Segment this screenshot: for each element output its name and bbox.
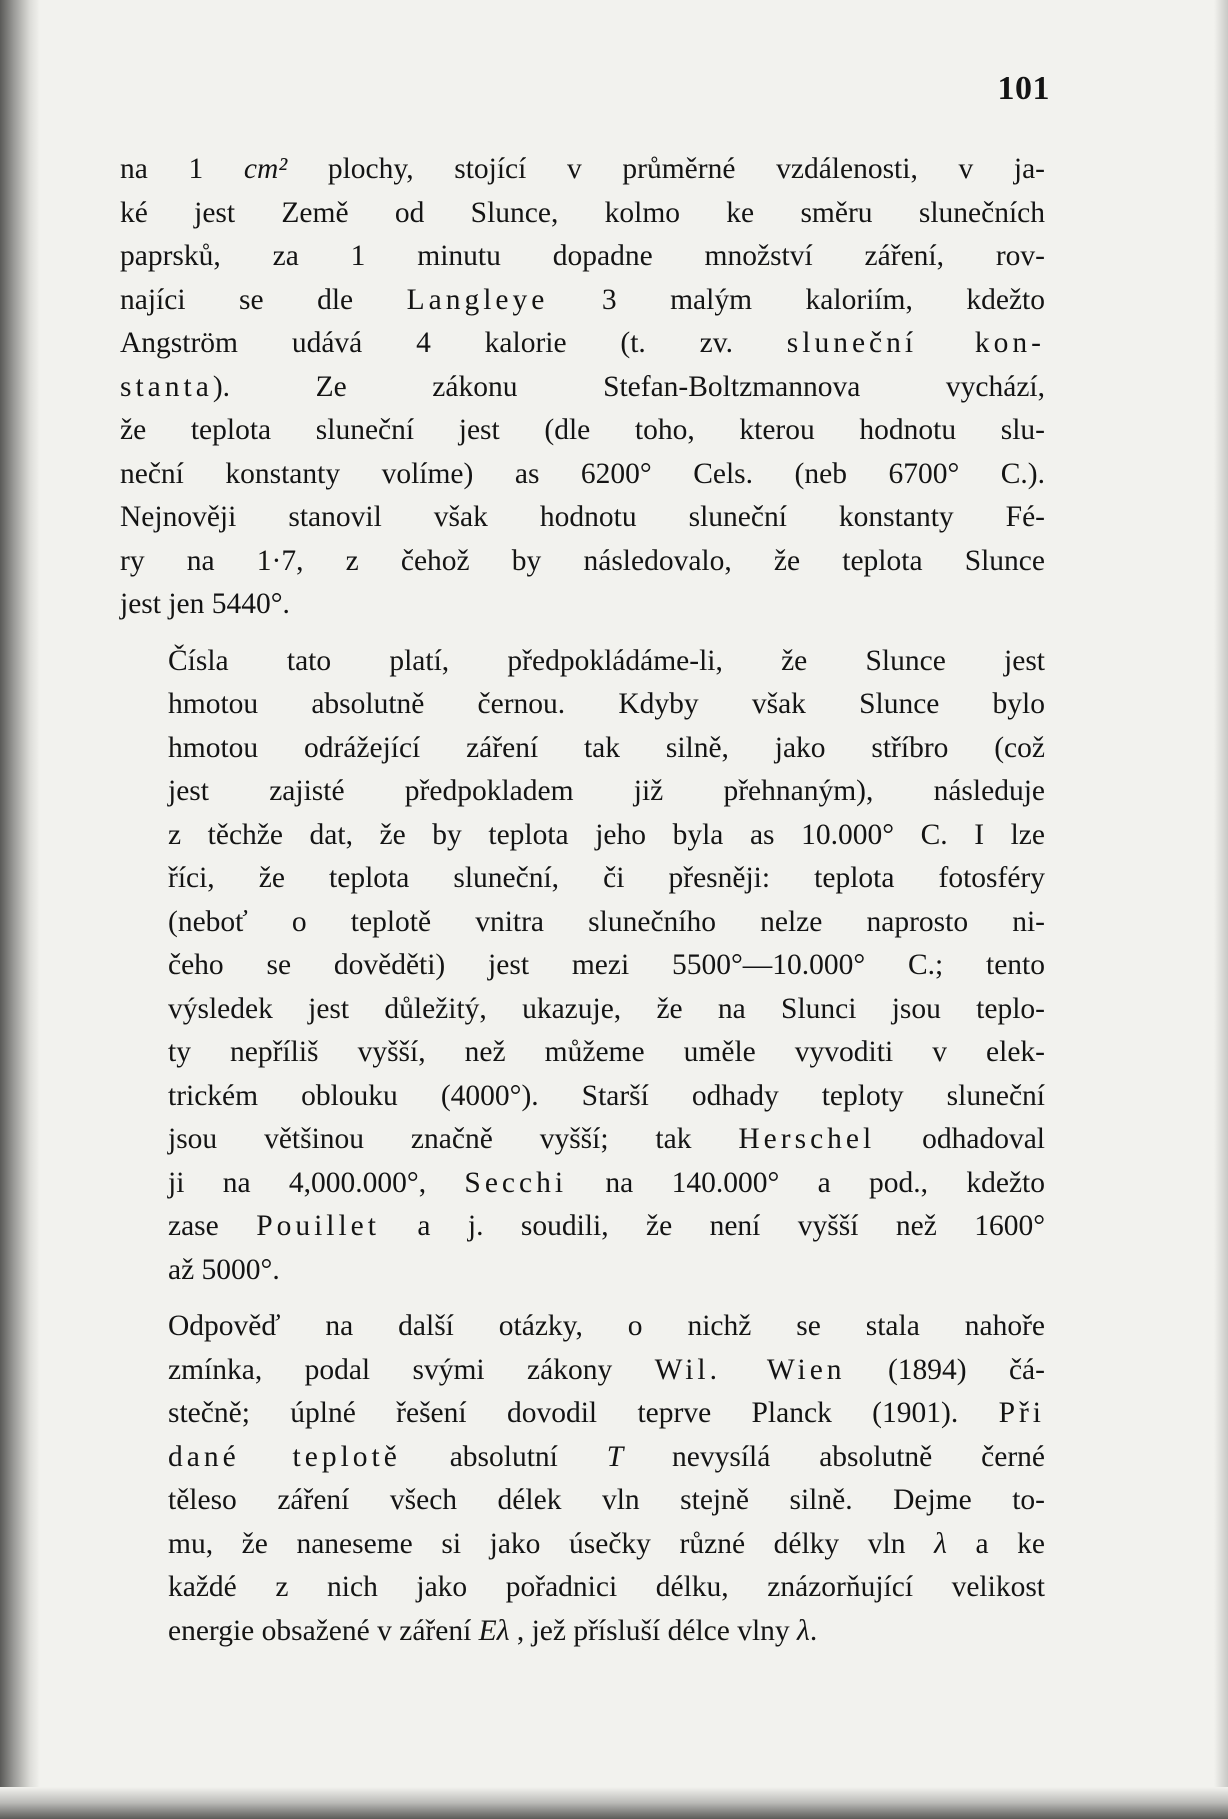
text-line bbox=[120, 1349, 1045, 1393]
text-run: absolutní bbox=[400, 1440, 607, 1473]
text-run: stečně; úplné řešení dovodil teprve Planck (1901). bbox=[168, 1397, 999, 1429]
spaced-emphasis: Langleye bbox=[406, 283, 549, 316]
text-run: ké jest Země od Slunce, kolmo ke směru slunečních bbox=[120, 196, 1045, 229]
text-line bbox=[120, 1566, 1045, 1610]
text-run: paprsků, za 1 minutu dopadne množství záření, rov- bbox=[120, 240, 1045, 272]
text-line bbox=[120, 1118, 1045, 1162]
text-line bbox=[120, 944, 1045, 988]
text-run: Angström udává 4 kalorie (t. zv. bbox=[120, 327, 787, 359]
text-line bbox=[120, 409, 1045, 453]
text-run: . bbox=[809, 1614, 818, 1647]
text-run: plochy, stojící v průměrné vzdálenosti, v ja- bbox=[287, 153, 1046, 185]
text-line bbox=[120, 1249, 1045, 1293]
text-run: jsou většinou značně vyšší; tak bbox=[168, 1123, 739, 1155]
text-run: z těchže dat, že by teplota jeho byla as 10.000° C. I lze bbox=[168, 818, 1045, 851]
spaced-emphasis: Secchi bbox=[464, 1166, 568, 1199]
text-line bbox=[120, 496, 1045, 540]
text-run: říci, že teplota sluneční, či přesněji: teplota fotosféry bbox=[168, 862, 1045, 894]
text-run: Čísla tato platí, předpokládáme-li, že Slunce jest bbox=[168, 644, 1045, 677]
text-run: až 5000°. bbox=[168, 1253, 280, 1286]
text-line bbox=[120, 1523, 1045, 1567]
text-line bbox=[120, 1436, 1045, 1480]
text-line bbox=[120, 1162, 1045, 1206]
text-run: hmotou odrážející záření tak silně, jako stříbro (což bbox=[168, 731, 1045, 764]
text-run: jest jen 5440°. bbox=[120, 588, 290, 620]
text-run: hmotou absolutně černou. Kdyby však Slunce bylo bbox=[168, 688, 1045, 720]
paragraph bbox=[120, 640, 1045, 1293]
page-number: 101 bbox=[997, 70, 1050, 107]
text-line bbox=[120, 1305, 1045, 1349]
text-run: , jež přísluší délce vlny bbox=[509, 1614, 798, 1647]
text-run: trickém oblouku (4000°). Starší odhady teploty sluneční bbox=[168, 1079, 1045, 1112]
text-line bbox=[120, 988, 1045, 1032]
text-run: mu, že naneseme si jako úsečky různé délky vln bbox=[168, 1527, 935, 1560]
text-run: neční konstanty volíme) as 6200° Cels. (neb 6700° C.). bbox=[120, 457, 1045, 490]
page-left-shadow bbox=[0, 0, 40, 1819]
text-run: zmínka, podal svými zákony bbox=[168, 1353, 655, 1386]
text-run: Nejnověji stanovil však hodnotu sluneční konstanty Fé- bbox=[120, 501, 1045, 533]
text-line bbox=[120, 540, 1045, 584]
text-line bbox=[120, 1479, 1045, 1523]
text-run: odhadoval bbox=[875, 1123, 1045, 1155]
text-run: těleso záření všech délek vln stejně silně. Dejme to- bbox=[168, 1484, 1045, 1516]
text-line bbox=[120, 683, 1045, 727]
paragraph bbox=[120, 1305, 1045, 1653]
text-line bbox=[120, 1392, 1045, 1436]
text-run: zase bbox=[168, 1210, 257, 1242]
spaced-emphasis: Herschel bbox=[738, 1123, 876, 1155]
text-line bbox=[120, 901, 1045, 945]
text-line bbox=[120, 814, 1045, 858]
text-line bbox=[120, 857, 1045, 901]
text-line bbox=[120, 235, 1045, 279]
italic-symbol: Eλ bbox=[478, 1614, 510, 1647]
text-line bbox=[120, 1205, 1045, 1249]
spaced-emphasis: stanta bbox=[120, 370, 213, 403]
spaced-emphasis: Při bbox=[998, 1397, 1045, 1429]
page-bottom-shadow bbox=[0, 1787, 1228, 1819]
text-run: jest zajisté předpokladem již přehnaným), následuje bbox=[168, 775, 1045, 807]
spaced-emphasis: Wil. Wien bbox=[654, 1353, 846, 1386]
text-run: nevysílá absolutně černé bbox=[623, 1440, 1045, 1473]
page-right-edge bbox=[1214, 0, 1228, 1819]
text-run: na 1 bbox=[120, 153, 244, 185]
spaced-emphasis: dané teplotě bbox=[168, 1440, 401, 1473]
text-line bbox=[120, 1031, 1045, 1075]
text-run: na 140.000° a pod., kdežto bbox=[567, 1166, 1045, 1199]
paragraph bbox=[120, 148, 1045, 627]
text-run: ). Ze zákonu Stefan-Boltzmannova vychází, bbox=[212, 370, 1045, 403]
text-run: a j. soudili, že není vyšší než 1600° bbox=[379, 1210, 1046, 1242]
text-run: každé z nich jako pořadnici délku, znázorňující velikost bbox=[168, 1571, 1045, 1603]
text-run: a ke bbox=[946, 1527, 1045, 1560]
text-run: energie obsažené v záření bbox=[168, 1614, 479, 1647]
italic-symbol: λ bbox=[934, 1527, 947, 1560]
text-line bbox=[120, 770, 1045, 814]
text-line bbox=[120, 640, 1045, 684]
spaced-emphasis: sluneční kon- bbox=[786, 327, 1045, 359]
text-line bbox=[120, 583, 1045, 627]
text-line bbox=[120, 727, 1045, 771]
text-line bbox=[120, 322, 1045, 366]
text-line bbox=[120, 366, 1045, 410]
text-run: (1894) čá- bbox=[845, 1353, 1045, 1386]
text-line bbox=[120, 279, 1045, 323]
text-run: ji na 4,000.000°, bbox=[168, 1166, 465, 1199]
text-run: najíci se dle bbox=[120, 283, 407, 316]
text-run: 3 malým kaloriím, kdežto bbox=[548, 283, 1045, 316]
italic-symbol: cm² bbox=[243, 153, 288, 185]
text-run: že teplota sluneční jest (dle toho, kterou hodnotu slu- bbox=[120, 414, 1045, 446]
text-run: (neboť o teplotě vnitra slunečního nelze naprosto ni- bbox=[168, 905, 1045, 938]
text-line bbox=[120, 1610, 1045, 1654]
italic-symbol: T bbox=[606, 1440, 624, 1473]
text-line bbox=[120, 1075, 1045, 1119]
text-line bbox=[120, 192, 1045, 236]
text-run: čeho se dověděti) jest mezi 5500°—10.000° C.; tento bbox=[168, 949, 1045, 981]
text-run: výsledek jest důležitý, ukazuje, že na Slunci jsou teplo- bbox=[168, 992, 1045, 1025]
text-run: ry na 1·7, z čehož by následovalo, že teplota Slunce bbox=[120, 544, 1045, 577]
text-line bbox=[120, 148, 1045, 192]
text-run: Odpověď na další otázky, o nichž se stala nahoře bbox=[168, 1310, 1045, 1342]
spaced-emphasis: Pouillet bbox=[256, 1210, 380, 1242]
text-line bbox=[120, 453, 1045, 497]
italic-symbol: λ bbox=[797, 1614, 810, 1647]
body-text bbox=[120, 148, 1045, 1653]
text-run: ty nepříliš vyšší, než můžeme uměle vyvoditi v elek- bbox=[168, 1036, 1045, 1068]
